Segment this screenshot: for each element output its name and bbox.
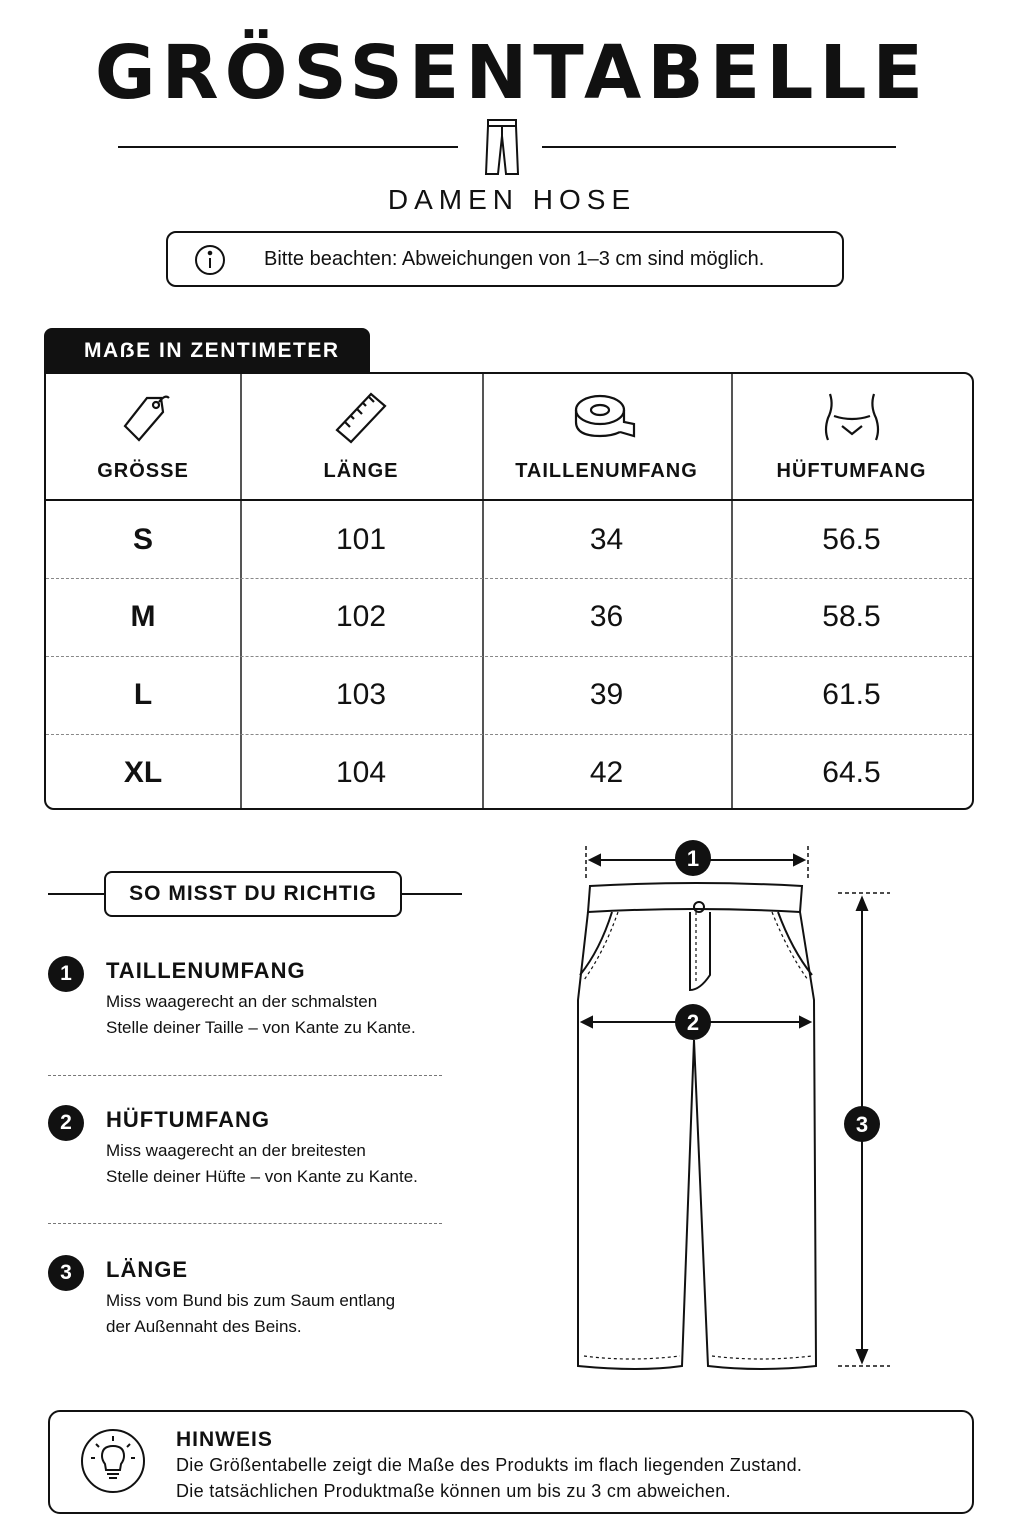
cell-size: XL [123, 756, 163, 789]
table-tab-label: MAẞE IN ZENTIMETER [44, 328, 370, 374]
page-title: GRÖSSENTABELLE [94, 30, 930, 116]
cell-size: L [133, 678, 153, 711]
cell-length: 101 [335, 523, 387, 556]
badge-hips-number: 2 [686, 1010, 700, 1035]
pants-diagram [560, 830, 920, 1390]
hint-title: HINWEIS [176, 1428, 273, 1451]
hint-text: Die Größentabelle zeigt die Maße des Produkts im flach liegenden Zustand. [176, 1455, 803, 1475]
cell-waist: 36 [589, 600, 624, 633]
cell-hips: 56.5 [822, 523, 881, 556]
howto-label: SO MISST DU RICHTIG [104, 871, 402, 917]
size-table [44, 372, 974, 810]
step-number: 1 [48, 956, 84, 992]
notice-text: Bitte beachten: Abweichungen von 1–3 cm sind möglich. [264, 248, 765, 270]
cell-hips: 61.5 [822, 678, 881, 711]
header-label: LÄNGE [323, 460, 399, 482]
lightbulb-icon [80, 1428, 146, 1494]
title-rule-right [542, 146, 896, 148]
step-number: 2 [48, 1105, 84, 1141]
header-hips [731, 374, 972, 499]
pants-icon [484, 118, 520, 176]
cell-waist: 42 [589, 756, 624, 789]
page-subtitle: DAMEN HOSE [387, 184, 637, 215]
cell-length: 103 [335, 678, 387, 711]
step-text: Miss waagerecht an der schmalsten [106, 992, 378, 1011]
info-icon [194, 244, 226, 276]
step-text: der Außennaht des Beins. [106, 1317, 302, 1336]
cell-size: S [132, 523, 153, 556]
badge-length-number: 3 [855, 1112, 869, 1137]
cell-length: 104 [335, 756, 387, 789]
title-rule-left [118, 146, 458, 148]
header-label: HÜFTUMFANG [776, 460, 927, 482]
cell-length: 102 [335, 600, 387, 633]
hint-text: Die tatsächlichen Produktmaße können um bis zu 3 cm abweichen. [176, 1481, 731, 1501]
header-waist [482, 374, 731, 499]
cell-hips: 58.5 [822, 600, 881, 633]
cell-hips: 64.5 [822, 756, 881, 789]
howto-rule-left [48, 893, 106, 895]
cell-size: M [130, 600, 156, 633]
tape-measure-icon [572, 390, 642, 446]
step-text: Stelle deiner Taille – von Kante zu Kante. [106, 1018, 416, 1037]
header-label: TAILLENUMFANG [515, 460, 698, 482]
step-number: 3 [48, 1255, 84, 1291]
howto-rule-right [400, 893, 462, 895]
header-size [46, 374, 240, 499]
step-text: Stelle deiner Hüfte – von Kante zu Kante. [106, 1167, 418, 1186]
ruler-icon [331, 390, 391, 446]
hips-icon [820, 390, 884, 446]
step-divider [48, 1075, 442, 1076]
step-title: HÜFTUMFANG [106, 1107, 270, 1132]
step-text: Miss waagerecht an der breitesten [106, 1141, 366, 1160]
step-title: TAILLENUMFANG [106, 958, 306, 983]
hint-box [48, 1410, 974, 1514]
cell-waist: 39 [589, 678, 624, 711]
step-text: Miss vom Bund bis zum Saum entlang [106, 1291, 396, 1310]
header-length [240, 374, 482, 499]
cell-waist: 34 [589, 523, 624, 556]
step-title: LÄNGE [106, 1257, 188, 1282]
tag-icon [115, 390, 171, 446]
step-divider [48, 1223, 442, 1224]
header-label: GRÖSSE [97, 460, 189, 482]
badge-waist-number: 1 [686, 846, 700, 871]
notice-box [166, 231, 844, 287]
